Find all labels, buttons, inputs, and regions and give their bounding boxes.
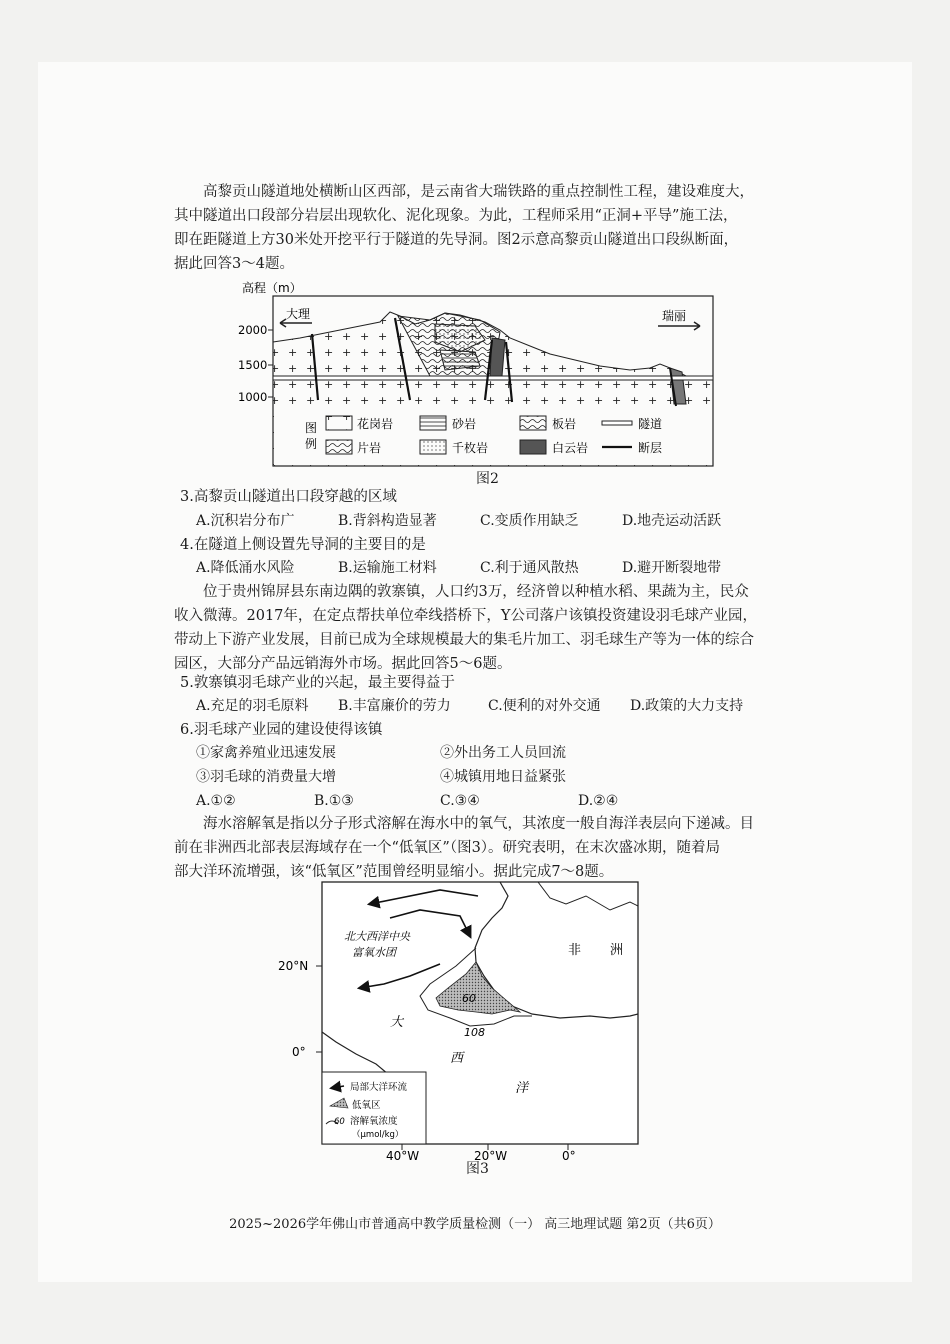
legend-sandstone-swatch: [420, 416, 446, 430]
legend-current-label: 局部大洋环流: [350, 1082, 408, 1093]
intro1-line-1: 高黎贡山隧道地处横断山区西部，是云南省大瑞铁路的重点控制性工程，建设难度大，: [203, 184, 754, 200]
legend-tunnel-swatch: [602, 421, 632, 425]
legend-contour-label-2: （μmol/kg）: [352, 1130, 404, 1140]
contour-label-108: 108: [464, 1026, 485, 1039]
label-ruili: 瑞丽: [662, 309, 687, 323]
y-tick-1500: 1500: [238, 358, 268, 372]
legend-sandstone: 砂岩: [452, 417, 477, 431]
q4-option-c[interactable]: C.利于通风散热: [480, 560, 579, 576]
q5-option-b[interactable]: B.丰富廉价的劳力: [338, 698, 451, 714]
intro1-line-3: 即在距隧道上方30米处开挖平行于隧道的先导洞。图2示意高黎贡山隧道出口段纵断面，: [174, 232, 739, 248]
ocean-label-3: 洋: [515, 1081, 529, 1096]
q5-option-d[interactable]: D.政策的大力支持: [630, 698, 744, 714]
intro-paragraph-3: [174, 812, 774, 884]
lat-20n-label: 20°N: [278, 959, 309, 973]
legend-contour-value: 60: [334, 1117, 345, 1127]
legend-low-oxygen-label: 低氧区: [352, 1100, 381, 1111]
terrain-sandstone: [440, 350, 480, 370]
africa-label-1: 非: [568, 943, 582, 958]
legend-dolomite-swatch: [520, 440, 546, 454]
y-axis-label: 高程（m）: [242, 281, 302, 295]
q6-statement-2: ②外出务工人员回流: [440, 745, 566, 761]
lon-0-label: 0°: [562, 1149, 576, 1163]
label-dali: 大理: [286, 307, 311, 321]
fig2-caption: 图2: [476, 471, 499, 487]
legend-tunnel: 隧道: [638, 417, 663, 431]
legend-title-1: 图: [305, 421, 318, 435]
legend-granite-swatch: [326, 416, 352, 430]
contour-label-60: 60: [462, 992, 476, 1005]
q5-option-c[interactable]: C.便利的对外交通: [488, 698, 601, 714]
arrow-right-icon: [658, 322, 700, 330]
legend-phyllite: 千枚岩: [452, 441, 489, 455]
lon-40w-label: 40°W: [386, 1149, 420, 1163]
q3-option-c[interactable]: C.变质作用缺乏: [480, 513, 579, 529]
page-footer: 2025~2026学年佛山市普通高中教学质量检测（一） 高三地理试题 第2页（共6页）: [229, 1217, 721, 1232]
q6-option-b[interactable]: B.①③: [314, 793, 354, 809]
q6-statement-4: ④城镇用地日益紧张: [440, 769, 566, 785]
y-tick-1000: 1000: [238, 390, 268, 404]
q4-option-a[interactable]: A.降低涌水风险: [196, 560, 295, 576]
q4-stem: 4.在隧道上侧设置先导洞的主要目的是: [180, 537, 426, 553]
q6-option-a[interactable]: A.①②: [196, 793, 236, 809]
legend-slate-swatch: [520, 416, 546, 430]
water-mass-label-2: 富氧水团: [352, 946, 396, 959]
intro-paragraph-2: [174, 580, 774, 676]
ocean-label-2: 西: [450, 1051, 464, 1066]
legend-title-2: 例: [305, 437, 318, 451]
legend-dolomite: 白云岩: [552, 441, 589, 455]
intro2-line-2: 收入微薄。2017年，在定点帮扶单位牵线搭桥下，Y公司落户该镇投资建设羽毛球产业园，: [174, 608, 757, 624]
q3-option-a[interactable]: A.沉积岩分布广: [196, 513, 295, 529]
intro2-line-4: 园区，大部分产品远销海外市场。据此回答5～6题。: [174, 656, 512, 672]
intro-paragraph-1: [174, 180, 774, 276]
q4-option-d[interactable]: D.避开断裂地带: [622, 560, 722, 576]
intro2-line-3: 带动上下游产业发展，目前已成为全球规模最大的集毛片加工、羽毛球生产等为一体的综合: [174, 632, 754, 648]
lon-20w-label: 20°W: [474, 1149, 508, 1163]
legend-slate: 板岩: [552, 417, 577, 431]
lat-0-label: 0°: [292, 1045, 306, 1059]
legend-contour-label-1: 溶解氧浓度: [350, 1116, 398, 1127]
ocean-label-1: 大: [390, 1015, 404, 1030]
q6-option-c[interactable]: C.③④: [440, 793, 480, 809]
intro1-line-2: 其中隧道出口段部分岩层出现软化、泥化现象。为此，工程师采用“正洞+平导”施工法，: [174, 208, 738, 224]
intro1-line-4: 据此回答3～4题。: [174, 256, 294, 272]
figure-2-cross-section: [230, 280, 730, 490]
legend-phyllite-swatch: [420, 440, 446, 454]
q6-statement-3: ③羽毛球的消费量大增: [196, 769, 336, 785]
water-mass-label-1: 北大西洋中央: [344, 930, 410, 943]
intro3-line-2: 前在非洲西北部表层海域存在一个“低氧区”（图3）。研究表明，在末次盛冰期，随着局: [174, 840, 721, 856]
legend-schist-swatch: [326, 440, 352, 454]
legend-fault: 断层: [638, 441, 663, 455]
intro3-line-1: 海水溶解氧是指以分子形式溶解在海水中的氧气，其浓度一般自海洋表层向下递减。目: [203, 816, 754, 832]
q5-option-a[interactable]: A.充足的羽毛原料: [196, 698, 309, 714]
q5-stem: 5.敦寨镇羽毛球产业的兴起，最主要得益于: [180, 675, 455, 691]
africa-label-2: 洲: [610, 943, 624, 958]
q3-stem: 3.高黎贡山隧道出口段穿越的区域: [180, 489, 397, 505]
tunnel-line: [273, 376, 713, 380]
legend-granite: 花岗岩: [357, 417, 394, 431]
q6-option-d[interactable]: D.②④: [578, 793, 619, 809]
intro3-line-3: 部大洋环流增强，该“低氧区”范围曾经明显缩小。据此完成7～8题。: [174, 864, 614, 880]
fig3-caption: 图3: [466, 1161, 489, 1177]
intro2-line-1: 位于贵州锦屏县东南边隅的敦寨镇，人口约3万，经济曾以种植水稻、果蔬为主，民众: [203, 584, 749, 600]
q6-stem: 6.羽毛球产业园的建设使得该镇: [180, 722, 383, 738]
q4-option-b[interactable]: B.运输施工材料: [338, 560, 437, 576]
y-tick-2000: 2000: [238, 323, 268, 337]
legend-schist: 片岩: [357, 441, 382, 455]
q6-statement-1: ①家禽养殖业迅速发展: [196, 745, 336, 761]
figure-3-map: [270, 876, 660, 1166]
q3-option-d[interactable]: D.地壳运动活跃: [622, 513, 722, 529]
q3-option-b[interactable]: B.背斜构造显著: [338, 513, 437, 529]
